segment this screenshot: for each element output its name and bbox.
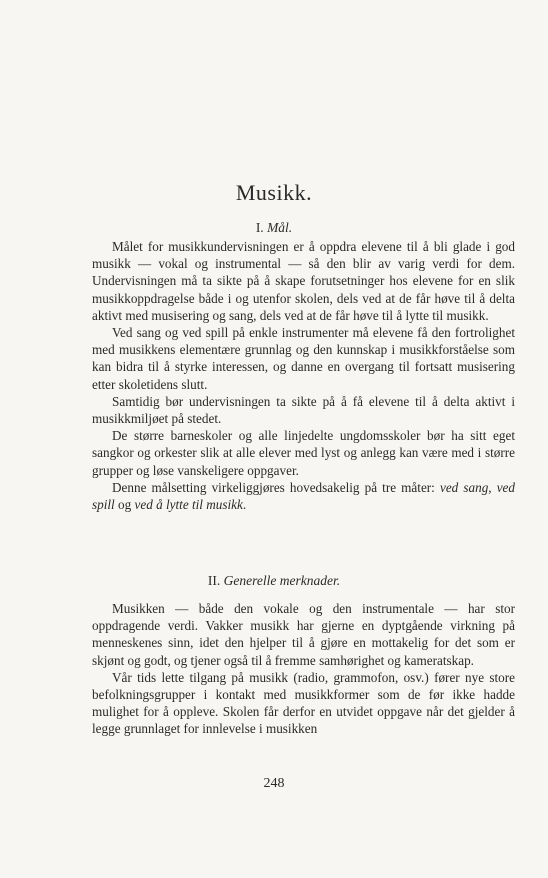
italic-term: ved å lytte til musikk [134,497,243,513]
paragraph: Målet for musikkundervisningen er å oppdra elevene til å bli glade i god musikk — vokal og instrumental — så den blir av varig verdi for dem. Undervisningen må ta sikte på å skape forutsetninger hos elevene for en slik musikkoppdragelse både i og utenfor skolen, dels ved at de får høve til å delta aktivt med musisering og sang, dels ved at de får høve til å lytte til musikk. [92,239,515,323]
section-name: Generelle merknader. [223,573,341,588]
section-heading-2 [0,573,548,589]
paragraph: Samtidig bør undervisningen ta sikte på å få elevene til å delta aktivt i musikkmiljøet på stedet. [92,393,515,427]
paragraph: Ved sang og ved spill på enkle instrumenter må elevene få den fortrolighet med musikkens elementære grunnlag og den kunnskap i musikkforståelse som kan bidra til å styrke interessen, og danne en overgang til fortsatt musisering etter skoletidens slutt. [92,325,515,392]
section-body-1 [92,238,515,513]
page-title: Musikk. [235,180,313,205]
separator: og [114,497,135,513]
paragraph-lead: Denne målsetting virkeliggjøres hovedsakelig på tre måter: [112,479,440,495]
paragraph: De større barneskoler og alle linjedelte ungdomsskoler bør ha sitt eget sangkor og orkester slik at alle elever med lyst og anlegg kan være med i større grupper og løse vanskeligere oppgaver. [92,428,515,478]
separator: . [242,497,247,513]
section-number: II. [207,573,221,588]
page-number: 248 [263,776,285,791]
section-heading-1 [0,220,548,236]
section-name: Mål. [267,220,293,235]
section-number: I. [255,220,264,235]
italic-term: ved sang [439,479,489,495]
separator: , [488,479,497,495]
paragraph [92,479,515,513]
section-body-2 [92,600,515,738]
paragraph: Musikken — både den vokale og den instrumentale — har stor oppdragende verdi. Vakker musikk har gjerne en dyptgående virkning på menneskenes sinn, idet den hjelper til å gjøre en mottakelig for det som er skjønt og godt, og tjener også til å fremme samhørighet og kameratskap. [92,601,515,668]
italic-term: ved spill [92,479,516,513]
paragraph: Vår tids lette tilgang på musikk (radio, grammofon, osv.) fører nye store befolkningsgrupper i kontakt med musikkformer som de før ikke hadde mulighet for å oppleve. Skolen får derfor en utvidet oppgave når det gjelder å legge grunnlaget for innlevelse i musikken [92,669,515,737]
